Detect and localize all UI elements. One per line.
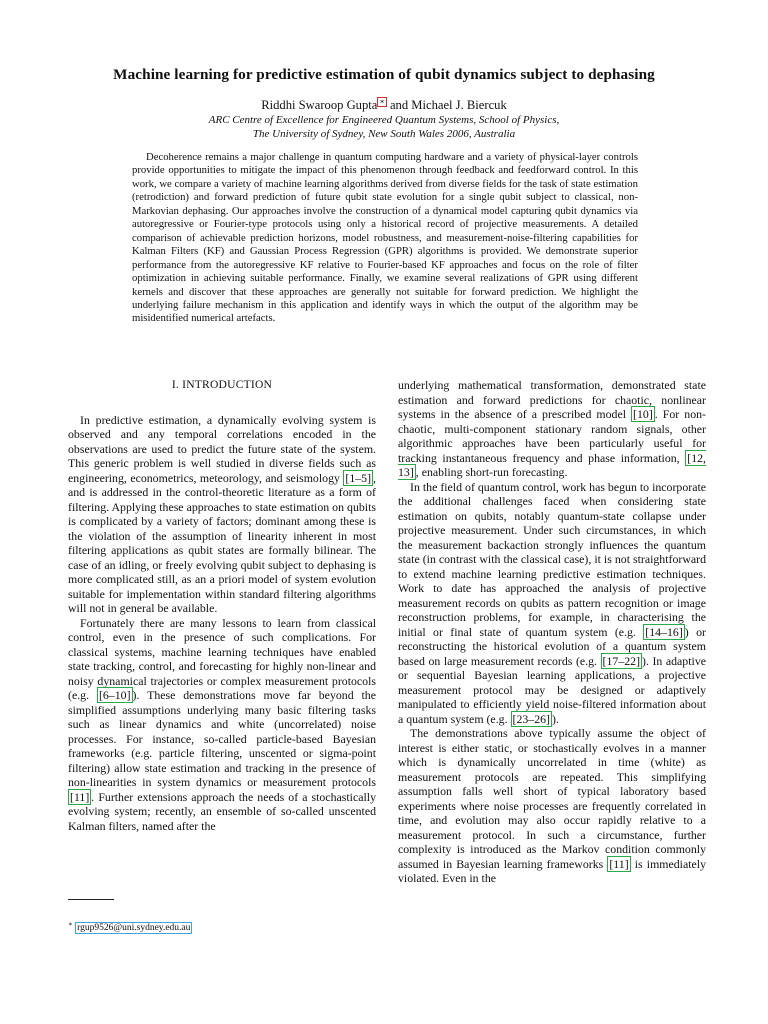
right-column [398,378,706,886]
citation-link[interactable]: [14–16] [645,624,683,639]
footnote [68,920,192,933]
email-link[interactable]: rgup9526@uni.sydney.edu.au [77,923,191,934]
citation-link[interactable]: [10] [633,407,653,421]
left-column [68,378,376,833]
paragraph: underlying mathematical transformation, demonstrated state estimation and forward predictions for chaotic, nonlinear systems in the absence of a prescribed model [10] . For non-chaotic, multi-component stationary random signals, other algorithmic approaches have been particularly useful for tracking instantaneous frequency and phase information, [12, 13] , enabling short-run forecasting. [398,378,706,479]
affiliation-line: ARC Centre of Excellence for Engineered Quantum Systems, School of Physics, [208,114,560,126]
citation-link[interactable]: [12, 13] [398,450,706,479]
paragraph: In predictive estimation, a dynamically evolving system is observed and any temporal correlations encoded in the observations are used to predict the future state of the system. This generic problem is well studied in diverse fields such as engineering, econometrics, meteorology, and seismology [1–5] , and is addressed in the control-theoretic literature as a form of filtering. Applying these approaches to state estimation on qubits is complicated by a variety of factors; dominant among these is the violation of the assumption of linearity inherent in most filtering applications as qubit states are formally bilinear. The case of an idling, or freely evolving qubit subject to dephasing is more complicated still, as an a priori model of system evolution suitable for implementation within standard filtering algorithms will not in general be available. [68,412,376,615]
paragraph: Fortunately there are many lessons to learn from classical control, even in the presence of such complications. For classical systems, machine learning techniques have enabled state tracking, control, and forecasting for highly non-linear and noisy dynamical trajectories or complex measurement protocols (e.g. [6–10] ). These demonstrations move far beyond the simplified assumptions underlying many basic filtering tasks such as linear dynamics and white (uncorrelated) noise processes. For instance, so-called particle-based Bayesian frameworks (e.g. particle filtering, unscented or sigma-point filtering) allow state estimation and tracking in the presence of non-linearities in system dynamics or measurement protocols [11] . Further extensions approach the needs of a stochastically evolving system; recently, an ensemble of so-called unscented Kalman filters, named after the [68,615,376,833]
paper-authors [40,97,728,113]
citation-link[interactable]: [6–10] [98,688,131,702]
paragraph: The demonstrations above typically assume the object of interest is either static, or stochastically evolves in a manner which is dynamically uncorrelated in time (white) as measurement protocols are repeated. This simplifying assumption falls well short of typical laboratory based experiments where noise processes are frequently correlated in time, and evolution may also occur rapidly relative to a measurement protocol. In such a circumstance, further complexity is introduced as the Markov condition commonly assumed in Bayesian learning frameworks [11] is immediately violated. Even in the [398,726,706,885]
affiliation-line: The University of Sydney, New South Wales 2006, Australia [252,128,516,140]
paragraph: In the field of quantum control, work has begun to incorporate the additional challenges faced when considering state estimation on qubits, notably quantum-state collapse under projective measurement. Under such circumstances, in which the measurement backaction strongly influences the quantum state (in contrast with the classical case), it is not straightforward to extend machine learning predictive estimation techniques. Work to date has approached the analysis of projective measurement records on qubits as pattern recognition or image reconstruction problems, for example, in characterising the initial or final state of quantum system (e.g. [14–16] ) or reconstructing the historical evolution of a quantum system based on large measurement records (e.g. [17–22] ). In adaptive or sequential Bayesian learning applications, a projective measurement protocol may be designed or adaptively manipulated to efficiently yield noise-filtered information about a quantum system (e.g. [23–26] ). [398,479,706,726]
footnote-rule [68,899,114,900]
citation-link[interactable]: [11] [70,789,90,804]
paper-title: Machine learning for predictive estimation of qubit dynamics subject to dephasing [113,66,655,83]
coauthor-name: and Michael J. Biercuk [386,98,507,113]
footnote-mark: ∗ [68,920,73,928]
section-heading: I. INTRODUCTION [171,378,273,391]
citation-link[interactable]: [1–5] [345,470,372,485]
citation-link[interactable]: [17–22] [602,653,641,668]
citation-link[interactable]: [11] [609,856,629,871]
citation-link[interactable]: [23–26] [512,711,550,726]
footnote-link[interactable]: ∗ [379,97,385,106]
paper-affiliation [40,113,728,141]
author-name: Riddhi Swaroop Gupta [261,98,378,113]
abstract: Decoherence remains a major challenge in quantum computing hardware and a variety of physical-layer controls provide opportunities to mitigate the impact of this phenomenon through feedback and feedforward control. In this work, we compare a variety of machine learning algorithms derived from diverse fields for the task of state estimation (retrodiction) and forward prediction of future qubit state evolution for a single qubit subject to classical, non-Markovian dephasing. Our approaches involve the construction of a dynamical model capturing qubit dynamics via autoregressive or Fourier-type protocols using only a historical record of projective measurements. A detailed comparison of achievable prediction horizons, model robustness, and measurement-noise-filtering capabilities for Kalman Filters (KF) and Gaussian Process Regression (GPR) algorithms is provided. We demonstrate superior performance from the autoregressive KF relative to Fourier-based KF approaches and focus on the role of filter optimization in achieving suitable performance. Finally, we examine several realizations of GPR using different kernels and discover that these approaches are generally not suitable for forward prediction. We highlight the underlying failure mechanism in this application and identify ways in which the output of the algorithm may be misidentified numerical artefacts. [132,151,638,325]
